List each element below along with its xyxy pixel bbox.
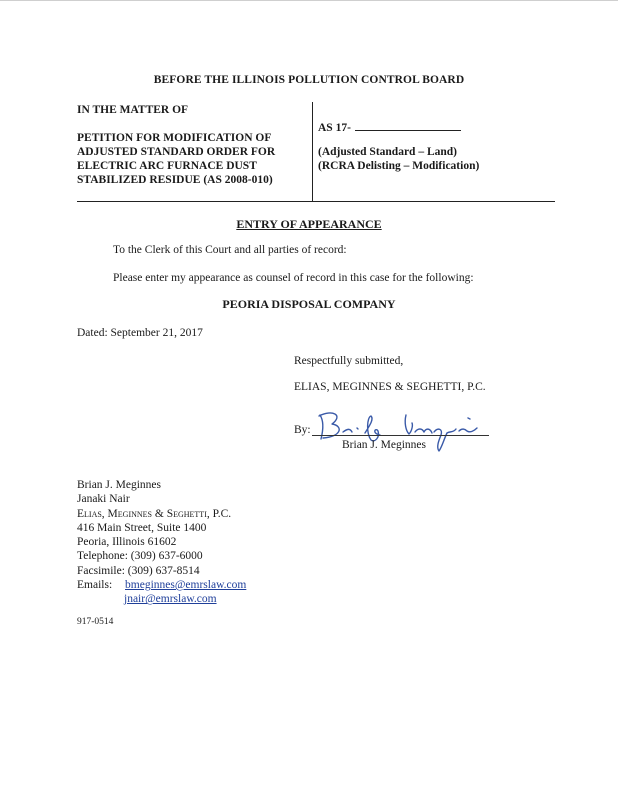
emails-row-2: [77, 592, 246, 606]
petition-line: PETITION FOR MODIFICATION OF: [77, 132, 272, 144]
case-number-blank-line: [355, 120, 461, 131]
petition-title: [77, 131, 275, 187]
attorney-name-1: Brian J. Meginnes: [77, 479, 162, 491]
email-link-1[interactable]: bmeginnes@emrslaw.com: [125, 579, 247, 592]
firm-name: ELIAS, MEGINNES & SEGHETTI, P.C.: [294, 381, 486, 393]
case-type: [318, 145, 479, 173]
board-title: BEFORE THE ILLINOIS POLLUTION CONTROL BOARD: [153, 74, 465, 86]
email-link-2[interactable]: jnair@emrslaw.com: [124, 593, 217, 606]
emails-label: Emails:: [77, 579, 113, 592]
to-clerk-text: To the Clerk of this Court and all parties of record:: [113, 244, 347, 256]
case-type-line: (RCRA Delisting – Modification): [318, 160, 480, 172]
contact-block: [77, 478, 246, 607]
signer-name: Brian J. Meginnes: [342, 439, 427, 451]
document-id: 917-0514: [77, 617, 114, 627]
caption-divider-horizontal: [77, 201, 555, 202]
petition-line: STABILIZED RESIDUE (AS 2008-010): [77, 174, 273, 186]
caption-divider-vertical: [312, 102, 313, 202]
case-number-label: AS 17-: [318, 122, 351, 134]
entry-of-appearance-title: ENTRY OF APPEARANCE: [236, 217, 382, 231]
scan-edge-line: [0, 0, 618, 1]
contact-firm-name: Elias, Meginnes & Seghetti, P.C.: [77, 507, 232, 520]
case-number: [318, 120, 461, 134]
case-type-line: (Adjusted Standard – Land): [318, 146, 457, 158]
street-address: 416 Main Street, Suite 1400: [77, 521, 207, 534]
by-label: By:: [294, 424, 311, 436]
attorney-name-2: Janaki Nair: [77, 493, 130, 506]
city-state-zip: Peoria, Illinois 61602: [77, 536, 177, 549]
telephone: Telephone: (309) 637-6000: [77, 550, 203, 563]
dated-line: Dated: September 21, 2017: [77, 327, 203, 339]
matter-of-label: IN THE MATTER OF: [77, 104, 189, 116]
please-enter-text: Please enter my appearance as counsel of record in this case for the following:: [113, 272, 474, 284]
signature-line: [312, 435, 489, 436]
emails-row: [77, 578, 246, 592]
client-company-name: PEORIA DISPOSAL COMPANY: [222, 297, 396, 311]
petition-line: ELECTRIC ARC FURNACE DUST: [77, 160, 257, 172]
petition-line: ADJUSTED STANDARD ORDER FOR: [77, 146, 276, 158]
respectfully-submitted: Respectfully submitted,: [294, 355, 404, 367]
facsimile: Facsimile: (309) 637-8514: [77, 564, 200, 577]
